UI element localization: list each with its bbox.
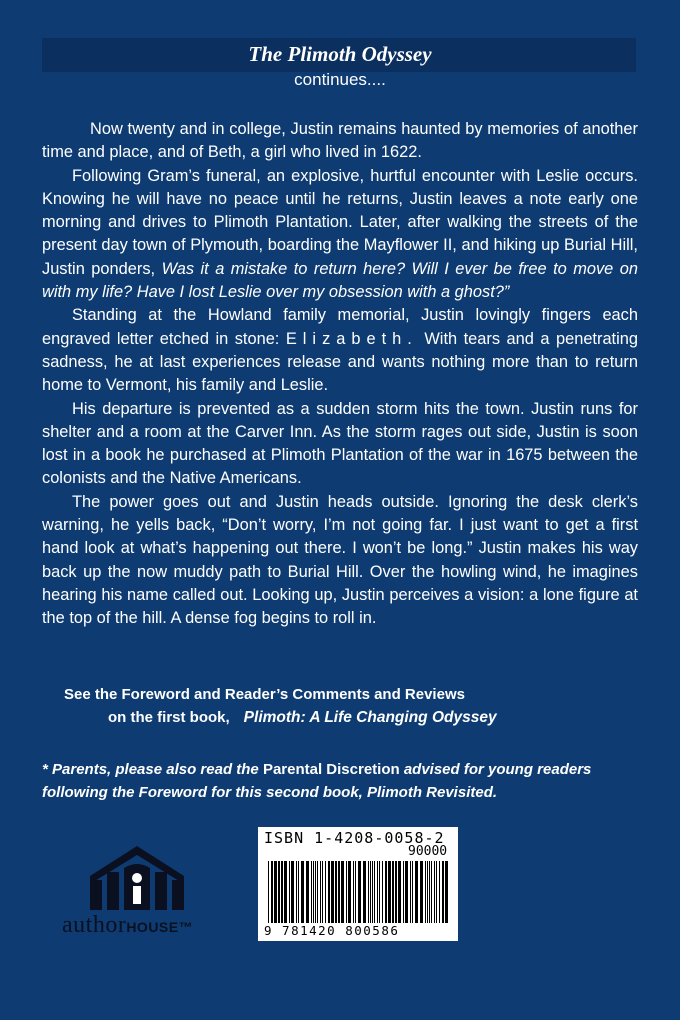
ean-number: 9 781420 800586	[264, 923, 400, 938]
barcode-bars	[268, 861, 450, 923]
paragraph-2-text: Following Gram’s funeral, an explosive, hurtful encounter with Leslie occurs. Knowing he will have no peace until he returns, Justin leaves a note early one morning and drives to Plimoth Plantation. Later, after walking the streets of the present day town of Plymouth, boarding the Mayflower II, and hiking up Burial Hill, Justin ponders,	[42, 166, 638, 278]
barcode-bar	[425, 861, 426, 923]
isbn-number: ISBN 1-4208-0058-2	[264, 829, 445, 847]
barcode-bar	[291, 861, 294, 923]
barcode-bar	[317, 861, 318, 923]
barcode-bar	[395, 861, 397, 923]
barcode-bar	[372, 861, 373, 923]
isbn-barcode	[258, 827, 458, 941]
page-title: The Plimoth Odyssey	[248, 42, 432, 66]
barcode-bar	[392, 861, 394, 923]
paragraph-5: The power goes out and Justin heads outside. Ignoring the desk clerk’s warning, he yells back, “Don’t worry, I’m not going far. I just want to get a first hand look at what’s happening out there. I won’t be long.” Justin makes his way back up the now muddy path to Burial Hill. Over the howling wind, he imagines hearing his name called out. Looking up, Justin perceives a vision: a lone figure at the top of the hill. A dense fog begins to roll in.	[42, 492, 638, 628]
barcode-bar	[338, 861, 340, 923]
barcode-bar	[328, 861, 330, 923]
barcode-bar	[415, 861, 418, 923]
barcode-bar	[427, 861, 428, 923]
price-code: 90000	[408, 844, 448, 859]
barcode-bar	[296, 861, 297, 923]
barcode-bar	[368, 861, 369, 923]
publisher-name-lower: author	[62, 912, 127, 938]
barcode-bar	[281, 861, 283, 923]
barcode-bar	[442, 861, 444, 923]
barcode-bar	[420, 861, 423, 923]
barcode-bar	[382, 861, 383, 923]
barcode-bar	[325, 861, 326, 923]
barcode-bar	[403, 861, 404, 923]
note-part-1: * Parents, please also read the	[42, 761, 263, 778]
paragraph-1: Now twenty and in college, Justin remains haunted by memories of another time and place, and of Beth, a girl who lived in 1622.	[42, 120, 638, 162]
trademark: ™	[178, 919, 194, 935]
barcode-bar	[355, 861, 356, 923]
barcode-bar	[434, 861, 435, 923]
barcode-bar	[358, 861, 361, 923]
barcode-bar	[311, 861, 312, 923]
first-book-title: Plimoth: A Life Changing Odyssey	[243, 709, 497, 726]
paragraph-3	[42, 304, 638, 397]
barcode-bar	[315, 861, 316, 923]
first-book-label: on the first book,	[108, 709, 230, 726]
barcode-bar	[385, 861, 387, 923]
barcode-bar	[388, 861, 391, 923]
barcode-bar	[301, 861, 304, 923]
barcode-bar	[431, 861, 432, 923]
barcode-bar	[445, 861, 448, 923]
paragraph-3-text-a: Standing at the Howland family memorial, Justin lovingly fingers each engraved letter etched in stone:	[42, 306, 638, 348]
barcode-bar	[363, 861, 366, 923]
barcode-bar	[436, 861, 437, 923]
barcode-bar	[320, 861, 321, 923]
subtitle: continues....	[294, 70, 386, 89]
barcode-bar	[341, 861, 344, 923]
barcode-bar	[379, 861, 380, 923]
paragraph-2	[42, 165, 638, 305]
parental-note	[42, 758, 642, 804]
barcode-bar	[346, 861, 347, 923]
barcode-bar	[306, 861, 309, 923]
barcode-bar	[374, 861, 375, 923]
first-book-line	[108, 709, 497, 727]
barcode-bar	[322, 861, 323, 923]
barcode-bar	[274, 861, 277, 923]
barcode-bar	[331, 861, 334, 923]
barcode-bar	[313, 861, 314, 923]
barcode-bar	[405, 861, 408, 923]
barcode-bar	[271, 861, 273, 923]
publisher-name-upper: HOUSE	[126, 919, 179, 935]
paragraph-3-text-b: With tears and a penetrating sadness, he at last experiences release and wants nothing more than to return home to Vermont, his family and Leslie.	[42, 329, 638, 395]
barcode-bar	[377, 861, 378, 923]
barcode-bar	[410, 861, 411, 923]
see-foreword-line: See the Foreword and Reader’s Comments and Reviews	[64, 686, 465, 703]
barcode-bar	[335, 861, 337, 923]
barcode-bar	[353, 861, 354, 923]
engraved-name: Elizabeth.	[285, 329, 418, 348]
paragraph-2-italic: Was it a mistake to return here? Will I ever be free to move on with my life? Have I lost Leslie over my obsession with a ghost?”	[42, 259, 639, 302]
barcode-bar	[298, 861, 299, 923]
note-part-2: advised for young readers following the Foreword for this second book, Plimoth Revisited.	[42, 761, 592, 801]
synopsis	[42, 118, 638, 631]
barcode-bar	[429, 861, 430, 923]
barcode-bar	[412, 861, 413, 923]
barcode-bar	[439, 861, 440, 923]
barcode-bar	[398, 861, 401, 923]
publisher-name	[62, 912, 193, 939]
barcode-bar	[370, 861, 371, 923]
note-emphasis: Parental Discretion	[262, 761, 400, 778]
barcode-bar	[348, 861, 351, 923]
barcode-bar	[284, 861, 287, 923]
paragraph-4: His departure is prevented as a sudden storm hits the town. Justin runs for shelter and a room at the Carver Inn. As the storm rages out side, Justin is soon lost in a book he purchased at Plimoth Plantation of the war in 1675 between the colonists and the Native Americans.	[42, 399, 638, 488]
barcode-bar	[278, 861, 280, 923]
barcode-bar	[289, 861, 290, 923]
barcode-bar	[268, 861, 269, 923]
